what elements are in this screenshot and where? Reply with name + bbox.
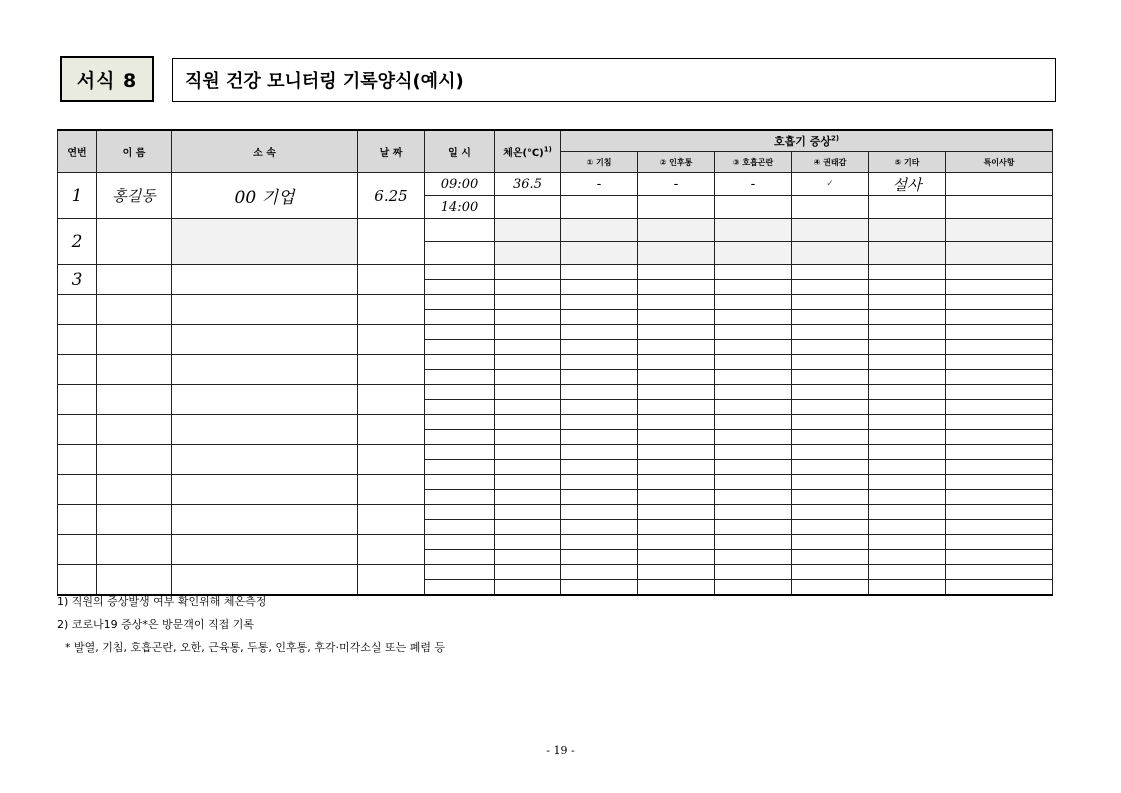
table-row xyxy=(58,173,1053,196)
header-fatigue: ④ 권태감 xyxy=(792,152,869,173)
cell-date: 6.25 xyxy=(358,173,425,219)
header-respiratory-note: 2) xyxy=(830,134,840,143)
form-title-box xyxy=(172,58,1056,102)
header-dyspnea: ③ 호흡곤란 xyxy=(715,152,792,173)
cell-cough: - xyxy=(561,173,638,196)
cell-name: 홍길동 xyxy=(97,173,172,219)
table-row xyxy=(58,415,1053,430)
cell-sore-throat: - xyxy=(638,173,715,196)
header-no: 연번 xyxy=(58,130,97,173)
header-remarks: 특이사항 xyxy=(946,152,1053,173)
header-respiratory-label: 호흡기 증상 xyxy=(774,135,831,148)
cell-affiliation: 00 기업 xyxy=(172,173,358,219)
table-row xyxy=(58,295,1053,310)
cell-no: 3 xyxy=(58,265,97,295)
cell-dyspnea: - xyxy=(715,173,792,196)
footnotes xyxy=(57,590,445,659)
footnote-1: 1) 직원의 증상발생 여부 확인위해 체온측정 xyxy=(57,595,267,608)
form-number: 서식 8 xyxy=(76,69,138,92)
table-row xyxy=(58,355,1053,370)
cell-temperature: 36.5 xyxy=(495,173,561,196)
table-row xyxy=(58,385,1053,400)
cell-other: 설사 xyxy=(869,173,946,196)
page-title: 직원 건강 모니터링 기록양식(예시) xyxy=(185,71,464,92)
table-row xyxy=(58,265,1053,280)
header-sore-throat: ② 인후통 xyxy=(638,152,715,173)
header-other: ⑤ 기타 xyxy=(869,152,946,173)
header-respiratory xyxy=(561,130,1053,152)
cell-no: 2 xyxy=(58,219,97,265)
cell-time: 14:00 xyxy=(425,196,495,219)
cell-remarks xyxy=(946,173,1053,196)
header-affiliation: 소 속 xyxy=(172,130,358,173)
header-temperature xyxy=(495,130,561,173)
page-number: - 19 - xyxy=(546,744,575,757)
footnote-2: 2) 코로나19 증상*은 방문객이 직접 기록 xyxy=(57,618,255,631)
table-row xyxy=(58,325,1053,340)
header-cough: ① 기침 xyxy=(561,152,638,173)
header-datetime: 일 시 xyxy=(425,130,495,173)
footnote-symptoms: * 발열, 기침, 호흡곤란, 오한, 근육통, 두통, 인후통, 후각·미각소실 또는 폐렴 등 xyxy=(65,641,446,654)
table-row xyxy=(58,535,1053,550)
table-row xyxy=(58,565,1053,580)
monitoring-table xyxy=(57,129,1053,596)
cell-time: 09:00 xyxy=(425,173,495,196)
header-name: 이 름 xyxy=(97,130,172,173)
table-row xyxy=(58,445,1053,460)
form-number-box xyxy=(60,56,154,102)
table-row xyxy=(58,505,1053,520)
check-icon: ✓ xyxy=(792,173,869,196)
table-row xyxy=(58,219,1053,242)
header-temperature-label: 체온(℃) xyxy=(503,148,544,159)
header-temperature-note: 1) xyxy=(543,145,552,154)
header-date: 날 짜 xyxy=(358,130,425,173)
cell-no: 1 xyxy=(58,173,97,219)
table-row xyxy=(58,475,1053,490)
